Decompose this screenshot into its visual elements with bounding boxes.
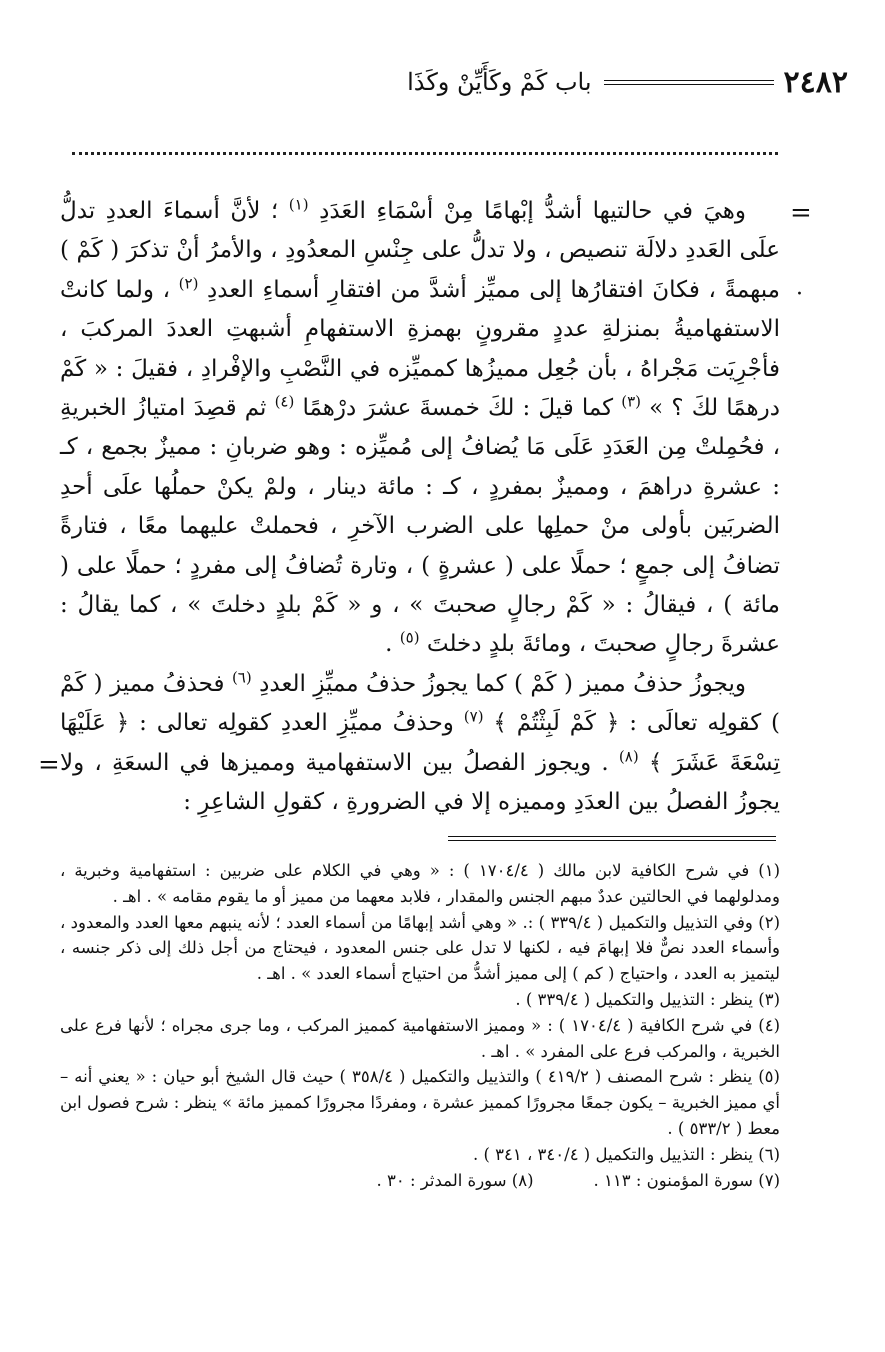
footnote: (٧) سورة المؤمنون : ١١٣ . [593, 1170, 780, 1190]
page-number: ٢٤٨٢ [783, 64, 848, 100]
footnote-reference: (١) [288, 195, 309, 214]
footnote-reference: (٨) [618, 747, 639, 766]
footnote: (٥) ينظر : شرح المصنف ( ٤١٩/٢ ) والتذييل والتكميل ( ٣٥٨/٤ ) حيث قال الشيخ أبو حيان : « يعني أنه – أي مميز الخبرية – يكون جمعًا مجرورًا كمميز عشرة ، ومفردًا مجرورًا كمميز مائة » ينظر : شرح فصول ابن معط ( ٥٣٣/٢ ) . [60, 1067, 780, 1138]
footnote: (٢) وفي التذييل والتكميل ( ٣٣٩/٤ ) :. « وهي أشد إبهامًا من أسماء العدد ؛ لأنه ينبهم معها العدد والمعدود ، وأسماء العدد نصٌّ فلا إبهامَ فيه ، لكنها لا تدل على جنس المعدود ، فيحتاج من أجل ذلك إلى ذكر جنسه ، ليتميز به العدد ، واحتياج ( كم ) إلى مميز أشدُّ من احتياج أسماء العدد » . اهـ . [60, 912, 780, 984]
page-header [30, 62, 848, 102]
margin-equals-mark-top: = [790, 198, 812, 228]
body-paragraph [60, 665, 780, 823]
body-text-run: فحذفُ مميز ( كَمْ ) كقولِه تعالَى : ﴿ كَمْ لَبِثْتُمْ ﴾ [60, 670, 780, 737]
body-text-run: . [385, 631, 400, 658]
chapter-title: باب كَمْ وكَأَيِّنْ وكَذَا [407, 68, 592, 96]
footnote-rule [448, 836, 776, 841]
footnote-reference: (٦) [231, 668, 252, 687]
footnote-reference: (٣) [621, 392, 642, 411]
body-text-run: ويجوزُ حذفُ مميز ( كَمْ ) كما يجوزُ حذفُ مميِّزِ العددِ [251, 670, 746, 697]
footnote: (١) في شرح الكافية لابن مالك ( ١٧٠٤/٤ ) : « وهي في الكلام على ضربين : استفهامية وخبرية ، ومدلولهما في الحالتين عددٌ مبهم الجنس والمقدار ، فلابد معهما من مميز أو ما يقوم مقامه » . اهـ . [60, 861, 780, 906]
body-text-run: وهيَ في حالتيها أشدُّ إبْهامًا مِنْ أسْمَاءِ العَدَدِ [308, 198, 746, 224]
footnote: (٦) ينظر : التذييل والتكميل ( ٣٤٠/٤ ، ٣٤١ ) . [472, 1144, 780, 1164]
footnote-reference: (٤) [274, 392, 295, 411]
footnote: (٨) سورة المدثر : ٣٠ . [376, 1170, 534, 1190]
body-text-run: . ويجوز الفصلُ بين الاستفهامية ومميزها في السعَةِ ، ولا يجوزُ الفصلُ بين العدَدِ ومميزه إلا في الضرورةِ ، كقولِ الشاعِرِ : [60, 749, 780, 816]
footnotes [60, 858, 780, 1193]
footnote-reference: (٥) [399, 628, 420, 647]
footnote-last-row [60, 1168, 780, 1194]
body-text-run: وحذفُ مميِّزِ العددِ كقولِه تعالى : ﴿ عَلَيْهَا تِسْعَةَ عَشَرَ ﴾ [60, 710, 780, 776]
main-text [60, 192, 780, 823]
body-text-run: ، ولما كانتْ الاستفهاميةُ بمنزلةِ عددٍ مقرونٍ بهمزةِ الاستفهامِ أشبهتِ العددَ المركبَ ، فأجْرِيَت مَجْراهُ ، بأن جُعِل مميزُها كمميِّزه في النَّصْبِ والإفْرادِ ، فقيلَ : « كَمْ درهمًا لكَ ؟ » [60, 276, 780, 422]
footnote: (٤) في شرح الكافية ( ١٧٠٤/٤ ) : « ومميز الاستفهامية كمميز المركب ، وما جرى مجراه ؛ لأنها فرع على الخبرية ، والمركب فرع على المفرد » . اهـ . [60, 1015, 780, 1061]
footnote-reference: (٢) [178, 274, 199, 293]
body-text-run: ؛ لأنَّ أسماءَ العددِ تدلُّ علَى العَددِ دلالَة تنصيص ، ولا تدلُّ على جِنْسِ المعدُودِ ، والأمرُ أنْ تذكرَ ( كَمْ ) مبهمةً ، فكانَ افتقارُها إلى مميِّز أشدَّ من افتقارِ أسماءِ العددِ [60, 198, 780, 303]
body-text-run: كما قيلَ : لكَ خمسةَ عشرَ درْهمًا [294, 395, 622, 422]
footnote: (٣) ينظر : التذييل والتكميل ( ٣٣٩/٤ ) . [515, 989, 780, 1009]
margin-equals-mark-bottom: = [38, 750, 60, 780]
margin-dot-mark: · [796, 282, 803, 307]
footnote-reference: (٧) [463, 707, 484, 726]
dotted-separator [72, 140, 778, 155]
body-text-run: ثم قصِدَ امتيازُ الخبريةِ ، فحُمِلتْ مِن العَدَدِ عَلَى مَا يُضافُ إلى مُميِّزه : وهو ضربانِ : مميزٌ بجمع ، كـ : عشرةِ دراهمَ ، ومميزٌ بمفردٍ ، كـ : مائة دينار ، ولمْ يكنْ حملُها علَى أحدِ الضربَين بأولى منْ حملِها على الضرب الآخرِ ، فحملتْ عليهما معًا ، فتارةً تضافُ إلى جمعٍ ؛ حملًا على ( عشرةٍ ) ، وتارة تُضافُ إلى مفردٍ ؛ حملًا على ( مائة ) ، فيقالُ : « كَمْ رجالٍ صحبتَ » ، و « كَمْ بلدٍ دخلتَ » ، كما يقالُ : عشرةَ رجالٍ صحبتَ ، ومائةَ بلدٍ دخلتَ [60, 395, 780, 658]
header-rule [604, 80, 774, 85]
body-paragraph [60, 192, 780, 665]
